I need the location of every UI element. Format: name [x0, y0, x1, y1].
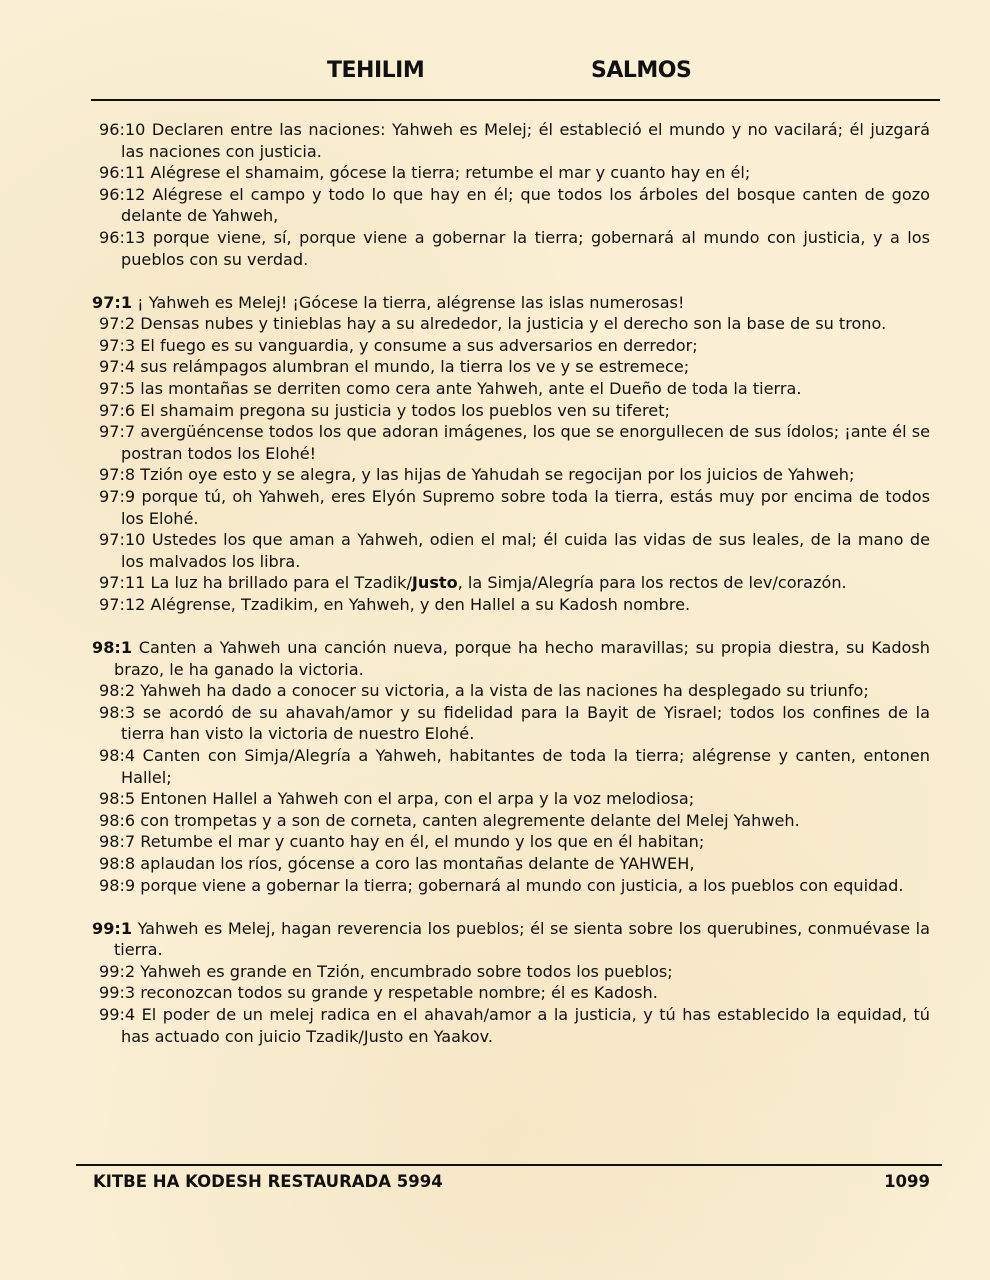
verse-ref: 98:9 — [99, 875, 136, 895]
verse-ref: 97:2 — [99, 314, 136, 334]
verse-text: ¡ Yahweh es Melej! ¡Gócese la tierra, alégrense las islas numerosas! — [137, 292, 685, 312]
verse-text: Yahweh es Melej, hagan reverencia los pueblos; él se sienta sobre los querubines, conmuévase la tierra. — [114, 918, 930, 960]
verse-ref: 98:1 — [92, 638, 133, 658]
verse-text: La luz ha brillado para el Tzadik/ — [150, 573, 412, 593]
header-left-title: TEHILIM — [327, 58, 425, 83]
verse-text: Retumbe el mar y cuanto hay en él, el mundo y los que en él habitan; — [140, 832, 705, 852]
verse — [92, 788, 930, 810]
verse-ref: 99:3 — [99, 983, 136, 1003]
verse-text: Canten con Simja/Alegría a Yahweh, habitantes de toda la tierra; alégrense y canten, entonen Hallel; — [121, 746, 930, 787]
verse — [92, 637, 930, 680]
section-gap — [92, 270, 930, 292]
verse — [92, 184, 930, 227]
verse-ref: 99:4 — [99, 1005, 136, 1025]
verse-text: aplaudan los ríos, gócense a coro las montañas delante de YAHWEH, — [140, 854, 695, 873]
verse — [92, 702, 930, 745]
verse — [92, 810, 930, 832]
verse-ref: 98:4 — [99, 746, 136, 766]
verse-text: Alégrense, Tzadikim, en Yahweh, y den Hallel a su Kadosh nombre. — [150, 594, 691, 614]
verse-ref: 97:10 — [99, 530, 146, 550]
header-rule — [91, 99, 940, 101]
verse-text: Densas nubes y tinieblas hay a su alrededor, la justicia y el derecho son la base de su trono. — [140, 314, 887, 334]
verse — [92, 594, 930, 616]
verse-text: Alégrese el shamaim, gócese la tierra; retumbe el mar y cuanto hay en él; — [150, 163, 751, 183]
verse-text: con trompetas y a son de corneta, canten alegremente delante del Melej Yahweh. — [140, 810, 800, 830]
verse-text: Declaren entre las naciones: Yahweh es Melej; él estableció el mundo y no vacilará; él juzgará las naciones con justicia. — [121, 120, 930, 161]
verse-text: Yahweh ha dado a conocer su victoria, a la vista de las naciones ha desplegado su triunfo; — [140, 681, 869, 701]
verse-text: El poder de un melej radica en el ahavah/amor a la justicia, y tú has establecido la equidad, tú has actuado con juicio Tzadik/Justo en Yaakov. — [121, 1005, 930, 1046]
verse-ref: 98:3 — [99, 702, 136, 722]
verse-ref: 98:5 — [99, 789, 136, 809]
page-header — [0, 58, 990, 92]
verse-text: El fuego es su vanguardia, y consume a sus adversarios en derredor; — [140, 335, 698, 355]
verse-text: Justo — [411, 573, 458, 593]
verse — [92, 745, 930, 788]
verse — [92, 529, 930, 572]
verse — [92, 680, 930, 702]
verse-ref: 97:12 — [99, 594, 146, 614]
verse — [92, 335, 930, 357]
verse-ref: 99:2 — [99, 961, 136, 981]
header-right-title: SALMOS — [591, 58, 692, 83]
verse-text: porque tú, oh Yahweh, eres Elyón Supremo sobre toda la tierra, estás muy por encima de todos los Elohé. — [121, 487, 930, 528]
verse-ref: 96:11 — [99, 163, 146, 183]
footer-book-title: KITBE HA KODESH RESTAURADA 5994 — [93, 1172, 443, 1191]
verse-text: Entonen Hallel a Yahweh con el arpa, con el arpa y la voz melodiosa; — [140, 789, 695, 809]
verse-ref: 96:12 — [99, 184, 146, 204]
verse-ref: 97:8 — [99, 465, 136, 485]
verse — [92, 356, 930, 378]
verse — [92, 292, 930, 314]
verse-text: Ustedes los que aman a Yahweh, odien el mal; él cuida las vidas de sus leales, de la mano de los malvados los libra. — [121, 530, 930, 571]
verse-text: Canten a Yahweh una canción nueva, porque ha hecho maravillas; su propia diestra, su Kadosh brazo, le ha ganado la victoria. — [114, 638, 930, 679]
verse — [92, 961, 930, 983]
verse — [92, 421, 930, 464]
verse-ref: 98:2 — [99, 681, 136, 701]
verse-text: El shamaim pregona su justicia y todos los pueblos ven su tiferet; — [140, 400, 670, 420]
verse — [92, 378, 930, 400]
verse-text: Yahweh es grande en Tzión, encumbrado sobre todos los pueblos; — [140, 961, 673, 981]
verse-ref: 97:11 — [99, 573, 146, 593]
verse-ref: 98:7 — [99, 832, 136, 852]
scripture-text — [92, 119, 930, 1047]
verse-ref: 96:13 — [99, 227, 146, 247]
section-gap — [92, 616, 930, 638]
verse — [92, 400, 930, 422]
verse-text: avergüéncense todos los que adoran imágenes, los que se enorgullecen de sus ídolos; ¡ante él se postran todos los Elohé! — [121, 422, 930, 463]
verse — [92, 464, 930, 486]
verse — [92, 119, 930, 162]
verse-ref: 99:1 — [92, 918, 133, 938]
page-number: 1099 — [884, 1172, 930, 1191]
verse — [92, 227, 930, 270]
verse-text: reconozcan todos su grande y respetable nombre; él es Kadosh. — [140, 983, 658, 1003]
verse — [92, 313, 930, 335]
verse — [92, 831, 930, 853]
verse-text: Tzión oye esto y se alegra, y las hijas de Yahudah se regocijan por los juicios de Yahweh; — [140, 465, 855, 485]
verse — [92, 875, 930, 897]
verse — [92, 572, 930, 594]
verse — [92, 918, 930, 961]
verse-text: Alégrese el campo y todo lo que hay en él; que todos los árboles del bosque canten de gozo delante de Yahweh, — [121, 184, 930, 226]
verse-ref: 98:6 — [99, 810, 136, 830]
verse — [92, 486, 930, 529]
verse — [92, 982, 930, 1004]
verse-text: porque viene a gobernar la tierra; gobernará al mundo con justicia, a los pueblos con equidad. — [140, 875, 904, 895]
verse — [92, 1004, 930, 1047]
verse-ref: 98:8 — [99, 854, 136, 873]
verse-text: las montañas se derriten como cera ante Yahweh, ante el Dueño de toda la tierra. — [140, 379, 802, 399]
verse-ref: 96:10 — [99, 120, 146, 139]
verse-text: porque viene, sí, porque viene a gobernar la tierra; gobernará al mundo con justicia, y a los pueblos con su verdad. — [121, 227, 930, 269]
verse-text: se acordó de su ahavah/amor y su fidelidad para la Bayit de Yisrael; todos los confines de la tierra han visto la victoria de nuestro Elohé. — [121, 702, 930, 744]
verse — [92, 162, 930, 184]
verse-text: , la Simja/Alegría para los rectos de lev/corazón. — [457, 573, 847, 593]
verse — [92, 853, 930, 875]
verse-ref: 97:7 — [99, 422, 136, 442]
verse-ref: 97:9 — [99, 487, 136, 506]
verse-ref: 97:3 — [99, 335, 136, 355]
verse-text: sus relámpagos alumbran el mundo, la tierra los ve y se estremece; — [140, 357, 690, 377]
verse-ref: 97:6 — [99, 400, 136, 420]
verse-ref: 97:5 — [99, 379, 136, 399]
verse-ref: 97:1 — [92, 292, 133, 312]
footer-rule — [76, 1164, 942, 1166]
verse-ref: 97:4 — [99, 357, 136, 377]
section-gap — [92, 896, 930, 918]
